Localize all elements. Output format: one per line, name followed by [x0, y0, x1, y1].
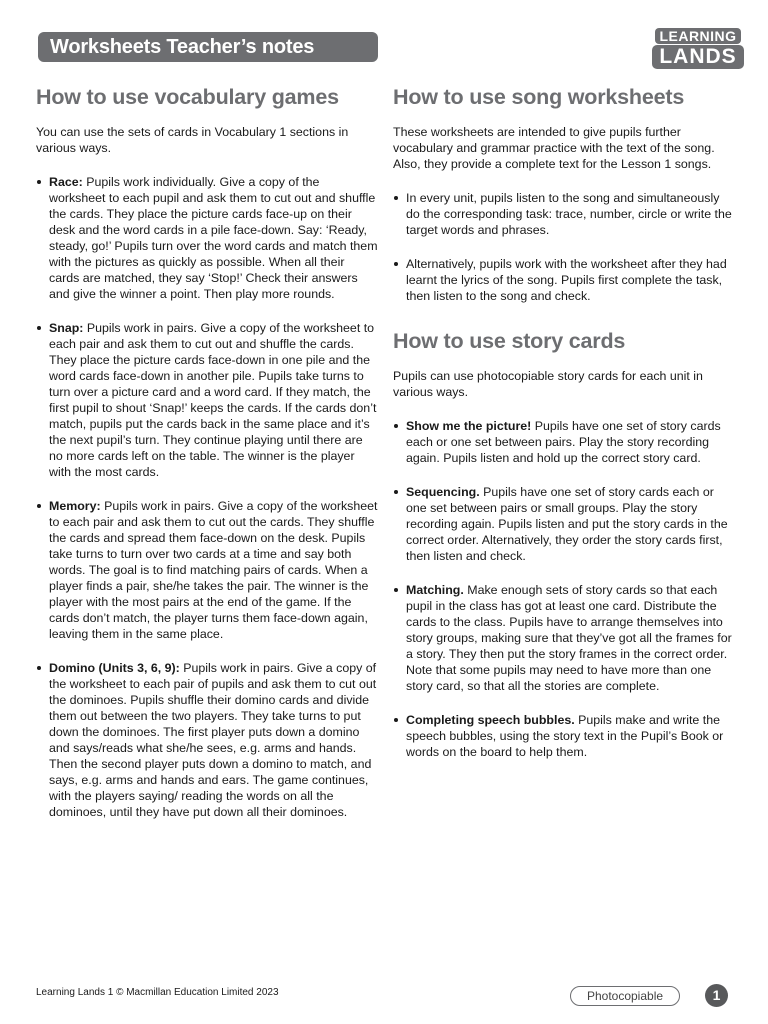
list-item-show-me-the-picture — [393, 418, 735, 466]
vocabulary-games-list — [36, 174, 378, 820]
song-worksheets-intro: These worksheets are intended to give pupils further vocabulary and grammar practice with the text of the song. Also, they provide a complete text for the Lesson 1 songs. — [393, 125, 715, 171]
item-text: Pupils work in pairs. Give a copy of the worksheet to each pair of pupils and ask them to cut out the dominoes. Pupils shuffle their domino cards and divide them out between the two players. They take turns to put down the dominoes. The first player puts down a domino and says/reads what she/he sees, e.g. arms and hands. Then the second player puts down a domino to match, and says, e.g. arms and hands and ears. The game continues, with the players saying/ reading the words on all the dominoes, until they have put down all their dominoes. — [49, 661, 377, 819]
item-label: Sequencing. — [406, 485, 480, 499]
item-label: Snap: — [49, 321, 84, 335]
item-text: Pupils work individually. Give a copy of the worksheet to each pupil and ask them to cut out and shuffle the cards. They place the picture cards face-up on their desk and the word cards in a pile face-down. Say: ‘Ready, steady, go!’ Pupils turn over the word cards and match them with the pictures as quickly as possible. When all their cards are matched, they say ‘Stop!’ Check their answers and give the winner a point. Then play more rounds. — [49, 175, 378, 301]
vocabulary-games-intro: You can use the sets of cards in Vocabulary 1 sections in various ways. — [36, 125, 349, 155]
item-label: Matching. — [406, 583, 464, 597]
song-worksheets-list — [393, 190, 735, 304]
list-item: Alternatively, pupils work with the worksheet after they had learnt the lyrics of the song. Pupils first complete the task, then listen to the song and check. — [393, 256, 735, 304]
song-worksheets-heading: How to use song worksheets — [393, 85, 685, 109]
item-text: Make enough sets of story cards so that each pupil in the class has got at least one card. Distribute the cards to the class. Pupils have to arrange themselves into story groups, making sure that they’ve got all the frames for a story. They then put the story frames in the correct order. Note that some pupils may need to have more than one story card, so that all the stories are complete. — [406, 583, 732, 693]
logo-line1: LEARNING — [655, 28, 741, 44]
logo-line2: LANDS — [652, 45, 744, 69]
story-cards-heading: How to use story cards — [393, 329, 626, 353]
page-header — [38, 32, 378, 62]
item-label: Memory: — [49, 499, 101, 513]
list-item-race — [36, 174, 378, 302]
vocabulary-games-heading: How to use vocabulary games — [36, 85, 339, 109]
list-item-domino — [36, 660, 378, 820]
story-cards-list — [393, 418, 735, 760]
right-column — [393, 84, 735, 760]
photocopiable-badge: Photocopiable — [570, 986, 680, 1006]
list-item-sequencing — [393, 484, 735, 564]
item-label: Race: — [49, 175, 83, 189]
footer-copyright: Learning Lands 1 © Macmillan Education Limited 2023 — [36, 987, 279, 998]
left-column — [36, 84, 378, 820]
item-text: Pupils work in pairs. Give a copy of the worksheet to each pair and ask them to cut out the cards. They shuffle the cards and spread them face-down on the desk. Pupils take turns to turn over two cards at a time and say both words. The goal is to find matching pairs of cards. When a player finds a pair, she/he takes the pair. The winner is the player with the most pairs at the end of the game. If the cards don’t match, the player turns them face-down again, leaving them in the same place. — [49, 499, 378, 641]
story-cards-intro: Pupils can use photocopiable story cards for each unit in various ways. — [393, 369, 703, 399]
list-item-matching — [393, 582, 735, 694]
list-item: In every unit, pupils listen to the song and simultaneously do the corresponding task: trace, number, circle or write the target words and phrases. — [393, 190, 735, 238]
list-item-speech-bubbles — [393, 712, 735, 760]
item-text: Pupils work in pairs. Give a copy of the worksheet to each pair and ask them to cut out and shuffle the cards. They place the picture cards face-down in one pile and the word cards face-down in another pile. Pupils take turns to turn over a picture card and a word card. If they match, the first pupil to shout ‘Snap!’ keeps the cards. If the cards don’t match, pupils put the cards back in the same place and it’s the next pupil’s turn. They continue playing until there are no more cards left on the table. The winner is the player with the most cards. — [49, 321, 377, 479]
page-header-title: Worksheets Teacher’s notes — [50, 36, 315, 58]
item-label: Show me the picture! — [406, 419, 532, 433]
item-text: Pupils have one set of story cards each or one set between pairs. Play the story recording again. Pupils listen and hold up the correct story card. — [406, 419, 721, 465]
list-item-memory — [36, 498, 378, 642]
list-item-snap — [36, 320, 378, 480]
page-number: 1 — [705, 984, 728, 1007]
item-label: Domino (Units 3, 6, 9): — [49, 661, 180, 675]
item-text: Pupils make and write the speech bubbles, using the story text in the Pupil’s Book or words on the board to help them. — [406, 713, 724, 759]
item-label: Completing speech bubbles. — [406, 713, 575, 727]
item-text: Pupils have one set of story cards each or one set between pairs or small groups. Play the story recording again. Pupils listen and put the story cards in the correct order. Alternatively, they order the story cards first, then listen and check. — [406, 485, 728, 563]
learning-lands-logo — [652, 28, 744, 70]
